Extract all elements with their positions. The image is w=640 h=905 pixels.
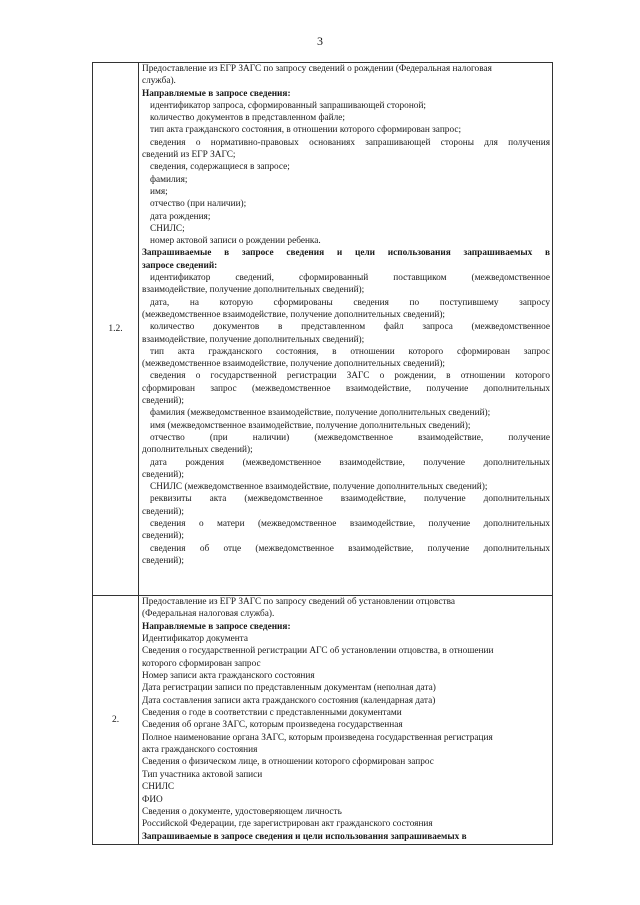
text-line: сведений); <box>142 531 184 542</box>
content-cell <box>139 63 553 596</box>
text-line: дополнительных сведений); <box>142 445 253 456</box>
text-line: Сведения о государственной регистрации АГС об установлении отцовства, в отношении <box>142 646 494 657</box>
text-line: Сведения о годе в соответствии с представленными документами <box>142 708 402 719</box>
text-line: Направляемые в запросе сведения: <box>142 621 291 632</box>
text-line: дата, на которую сформированы сведения по поступившему запросу <box>150 297 550 308</box>
text-line: тип акта гражданского состояния, в отношении которого сформирован запрос <box>150 346 550 357</box>
text-line: фамилия; <box>150 174 188 185</box>
row-number-cell <box>93 596 139 845</box>
text-line: сведения об отце (межведомственное взаимодействие, получение дополнительных <box>150 543 550 554</box>
table-row <box>93 596 553 845</box>
text-line: СНИЛС <box>142 782 175 793</box>
text-line: взаимодействие, получение дополнительных сведений); <box>142 334 365 345</box>
text-line: имя (межведомственное взаимодействие, получение дополнительных сведений); <box>150 420 471 431</box>
row-number: 2. <box>111 715 120 725</box>
text-line: Предоставление из ЕГР ЗАГС по запросу сведений о рождении (Федеральная налоговая <box>142 64 492 74</box>
text-line: взаимодействие, получение дополнительных сведений); <box>142 285 365 296</box>
text-line: Российской Федерации, где зарегистрирован акт гражданского состояния <box>142 819 433 830</box>
text-line: сведений из ЕГР ЗАГС; <box>142 150 236 161</box>
text-line: сведений); <box>142 469 184 480</box>
text-line: Запрашиваемые в запросе сведения и цели использования запрашиваемых в <box>142 831 467 842</box>
table-row <box>93 63 553 596</box>
text-line: запросе сведений: <box>142 260 218 271</box>
text-line: Сведения об органе ЗАГС, которым произведена государственная <box>142 720 403 731</box>
text-line: отчество (при наличии) (межведомственное взаимодействие, получение <box>150 432 550 443</box>
text-line: которого сформирован запрос <box>142 658 261 669</box>
content-cell <box>139 596 553 845</box>
text-line: СНИЛС (межведомственное взаимодействие, получение дополнительных сведений); <box>150 482 488 493</box>
text-line: реквизиты акта (межведомственное взаимодействие, получение дополнительных <box>150 494 550 505</box>
text-line: фамилия (межведомственное взаимодействие, получение дополнительных сведений); <box>150 408 491 419</box>
text-line: тип акта гражданского состояния, в отношении которого сформирован запрос; <box>150 125 462 136</box>
text-line: дата рождения (межведомственное взаимодействие, получение дополнительных <box>150 457 550 468</box>
text-line: Полное наименование органа ЗАГС, которым произведена государственная регистрация <box>142 732 493 743</box>
text-line: Предоставление из ЕГР ЗАГС по запросу сведений об установлении отцовства <box>142 597 456 607</box>
text-line: идентификатор запроса, сформированный запрашивающей стороной; <box>150 100 427 111</box>
text-line: сведений); <box>142 396 184 407</box>
text-line: количество документов в представленном файл запроса (межведомственное <box>150 322 550 333</box>
text-line: (межведомственное взаимодействие, получение дополнительных сведений); <box>142 309 446 320</box>
page-number: 3 <box>317 34 323 48</box>
text-line: Дата составления записи акта гражданского состояния (календарная дата) <box>142 695 436 706</box>
text-line: имя; <box>150 186 168 197</box>
text-line: отчество (при наличии); <box>150 199 247 210</box>
text-line: сведения, содержащиеся в запросе; <box>150 162 290 173</box>
text-line: Дата регистрации записи по представленным документам (неполная дата) <box>142 683 436 694</box>
text-line: (Федеральная налоговая служба). <box>142 609 275 620</box>
text-line: сведений); <box>142 555 184 566</box>
text-line: Тип участника актовой записи <box>142 769 263 780</box>
text-line: служба). <box>142 76 176 87</box>
row-number: 1.2. <box>108 324 123 334</box>
text-line: Сведения о физическом лице, в отношении которого сформирован запрос <box>142 757 434 768</box>
text-line: идентификатор сведений, сформированный поставщиком (межведомственное <box>150 273 550 284</box>
text-line: дата рождения; <box>150 211 211 222</box>
text-line: сформирован запрос (межведомственное взаимодействие, получение дополнительных <box>142 383 550 394</box>
text-line: Идентификатор документа <box>142 634 248 645</box>
text-line: номер актовой записи о рождении ребенка. <box>150 236 321 247</box>
document-table <box>92 62 553 845</box>
content-lines <box>142 63 550 567</box>
text-line: Запрашиваемые в запросе сведения и цели использования запрашиваемых в <box>142 248 550 259</box>
text-line: сведения о государственной регистрации ЗАГС о рождении, в отношении которого <box>150 371 550 382</box>
content-lines <box>142 596 550 843</box>
text-line: (межведомственное взаимодействие, получение дополнительных сведений); <box>142 359 446 370</box>
text-line: количество документов в представленном файле; <box>150 113 345 124</box>
text-line: акта гражданского состояния <box>142 745 258 756</box>
row-number-cell <box>93 63 139 596</box>
text-line: сведения о нормативно-правовых основаниях запрашивающей стороны для получения <box>150 137 550 148</box>
text-line: сведений); <box>142 506 184 517</box>
text-line: сведения о матери (межведомственное взаимодействие, получение дополнительных <box>150 518 550 529</box>
text-line: Направляемые в запросе сведения: <box>142 88 291 99</box>
text-line: ФИО <box>142 794 163 805</box>
text-line: Номер записи акта гражданского состояния <box>142 671 315 682</box>
text-line: СНИЛС; <box>150 223 185 234</box>
text-line: Сведения о документе, удостоверяющем личность <box>142 806 342 817</box>
